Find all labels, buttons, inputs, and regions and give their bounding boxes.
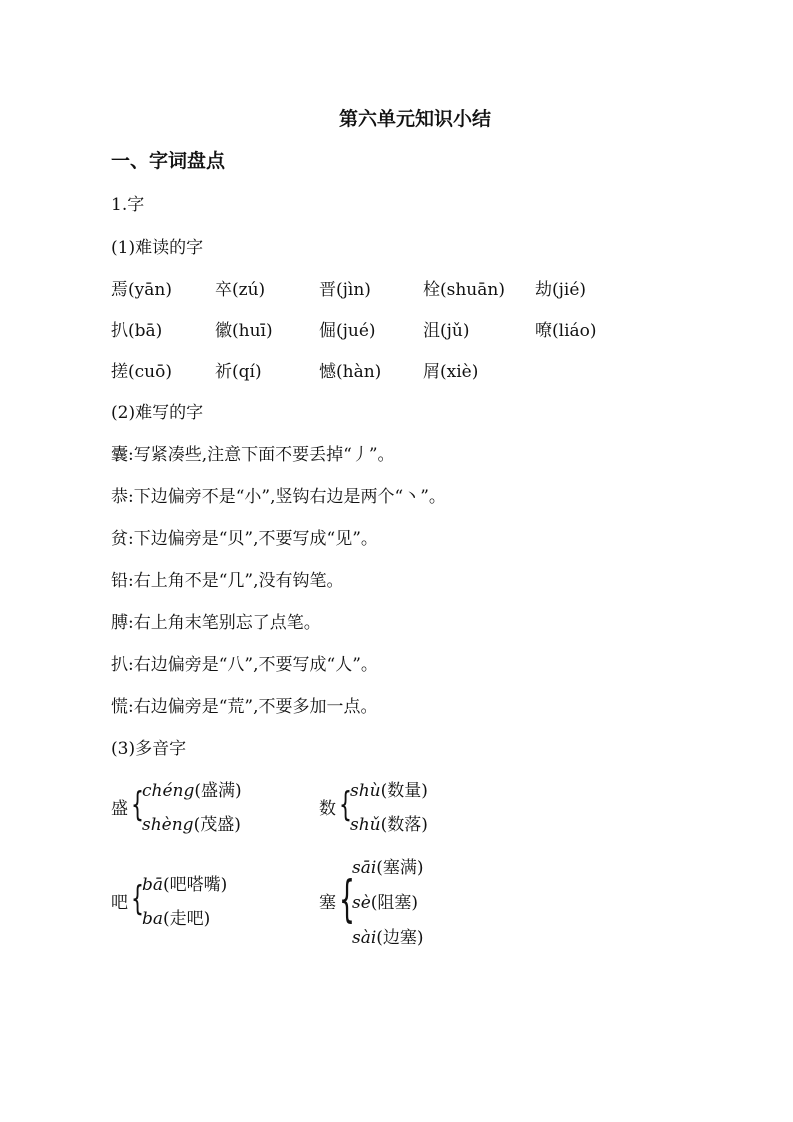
char-item: 栓(shuān)	[423, 280, 505, 300]
subsection-heading: 1.字	[111, 195, 145, 215]
example-word: (塞满)	[376, 858, 424, 878]
example-word: (阻塞)	[370, 893, 419, 913]
example-word: (盛满)	[194, 781, 242, 801]
brace-icon: {	[131, 785, 144, 825]
brace-icon: {	[339, 785, 352, 825]
hard-write-item: 慌:右边偏旁是“荒”,不要多加一点。	[111, 697, 378, 717]
char-item: 徽(huī)	[215, 321, 273, 341]
reading	[142, 810, 241, 835]
reading	[142, 870, 227, 895]
example-word: (数落)	[380, 815, 428, 835]
reading	[142, 904, 210, 929]
example-word: (数量)	[380, 781, 428, 801]
pinyin: shèng	[142, 815, 194, 835]
char-item: 倔(jué)	[319, 321, 376, 341]
char-item: 搓(cuō)	[111, 362, 172, 382]
page-title: 第六单元知识小结	[338, 108, 491, 130]
example-word: (走吧)	[163, 909, 211, 929]
char-item: 晋(jìn)	[319, 280, 371, 300]
char-item: 焉(yān)	[111, 280, 172, 300]
hard-write-heading: (2)难写的字	[111, 403, 204, 423]
hard-write-item: 囊:写紧凑些,注意下面不要丢掉“丿”。	[111, 445, 395, 465]
polyphonic-group	[111, 870, 291, 932]
hard-write-item: 铅:右上角不是“几”,没有钩笔。	[111, 571, 344, 591]
char-item: 憾(hàn)	[319, 362, 382, 382]
pinyin: sāi	[352, 858, 377, 878]
reading	[142, 776, 242, 801]
hard-read-row	[111, 275, 731, 301]
polyphonic-heading: (3)多音字	[111, 739, 187, 759]
reading	[352, 923, 424, 948]
hard-read-row	[111, 316, 731, 342]
char-item: 屑(xiè)	[423, 362, 479, 382]
polyphonic-char: 盛	[111, 799, 128, 819]
polyphonic-char: 塞	[319, 893, 336, 913]
polyphonic-char: 吧	[111, 893, 128, 913]
pinyin: ba	[142, 909, 164, 929]
example-word: (吧嗒嘴)	[163, 875, 228, 895]
section-heading: 一、字词盘点	[111, 150, 226, 172]
reading	[350, 776, 428, 801]
polyphonic-group	[111, 776, 291, 838]
polyphonic-char: 数	[319, 799, 336, 819]
reading	[352, 853, 424, 878]
hard-write-item: 恭:下边偏旁不是“小”,竖钩右边是两个“丶”。	[111, 487, 446, 507]
brace-icon: {	[131, 879, 144, 919]
brace-icon: {	[339, 870, 355, 928]
reading	[350, 810, 428, 835]
example-word: (边塞)	[376, 928, 424, 948]
reading	[352, 888, 418, 913]
pinyin: shù	[350, 781, 381, 801]
example-word: (茂盛)	[193, 815, 241, 835]
pinyin: bā	[142, 875, 164, 895]
hard-read-row	[111, 357, 731, 383]
pinyin: shǔ	[350, 815, 381, 835]
polyphonic-group	[319, 776, 499, 838]
hard-write-item: 贫:下边偏旁是“贝”,不要写成“见”。	[111, 529, 378, 549]
char-item: 沮(jǔ)	[423, 321, 470, 341]
hard-write-item: 膊:右上角末笔别忘了点笔。	[111, 613, 321, 633]
pinyin: chéng	[142, 781, 195, 801]
hard-write-item: 扒:右边偏旁是“八”,不要写成“人”。	[111, 655, 378, 675]
char-item: 卒(zú)	[215, 280, 266, 300]
char-item: 祈(qí)	[215, 362, 262, 382]
pinyin: sài	[352, 928, 377, 948]
polyphonic-group	[319, 853, 499, 949]
hard-read-heading: (1)难读的字	[111, 238, 204, 258]
char-item: 劫(jié)	[535, 280, 587, 300]
char-item: 嘹(liáo)	[535, 321, 597, 341]
char-item: 扒(bā)	[111, 321, 163, 341]
pinyin: sè	[352, 893, 371, 913]
